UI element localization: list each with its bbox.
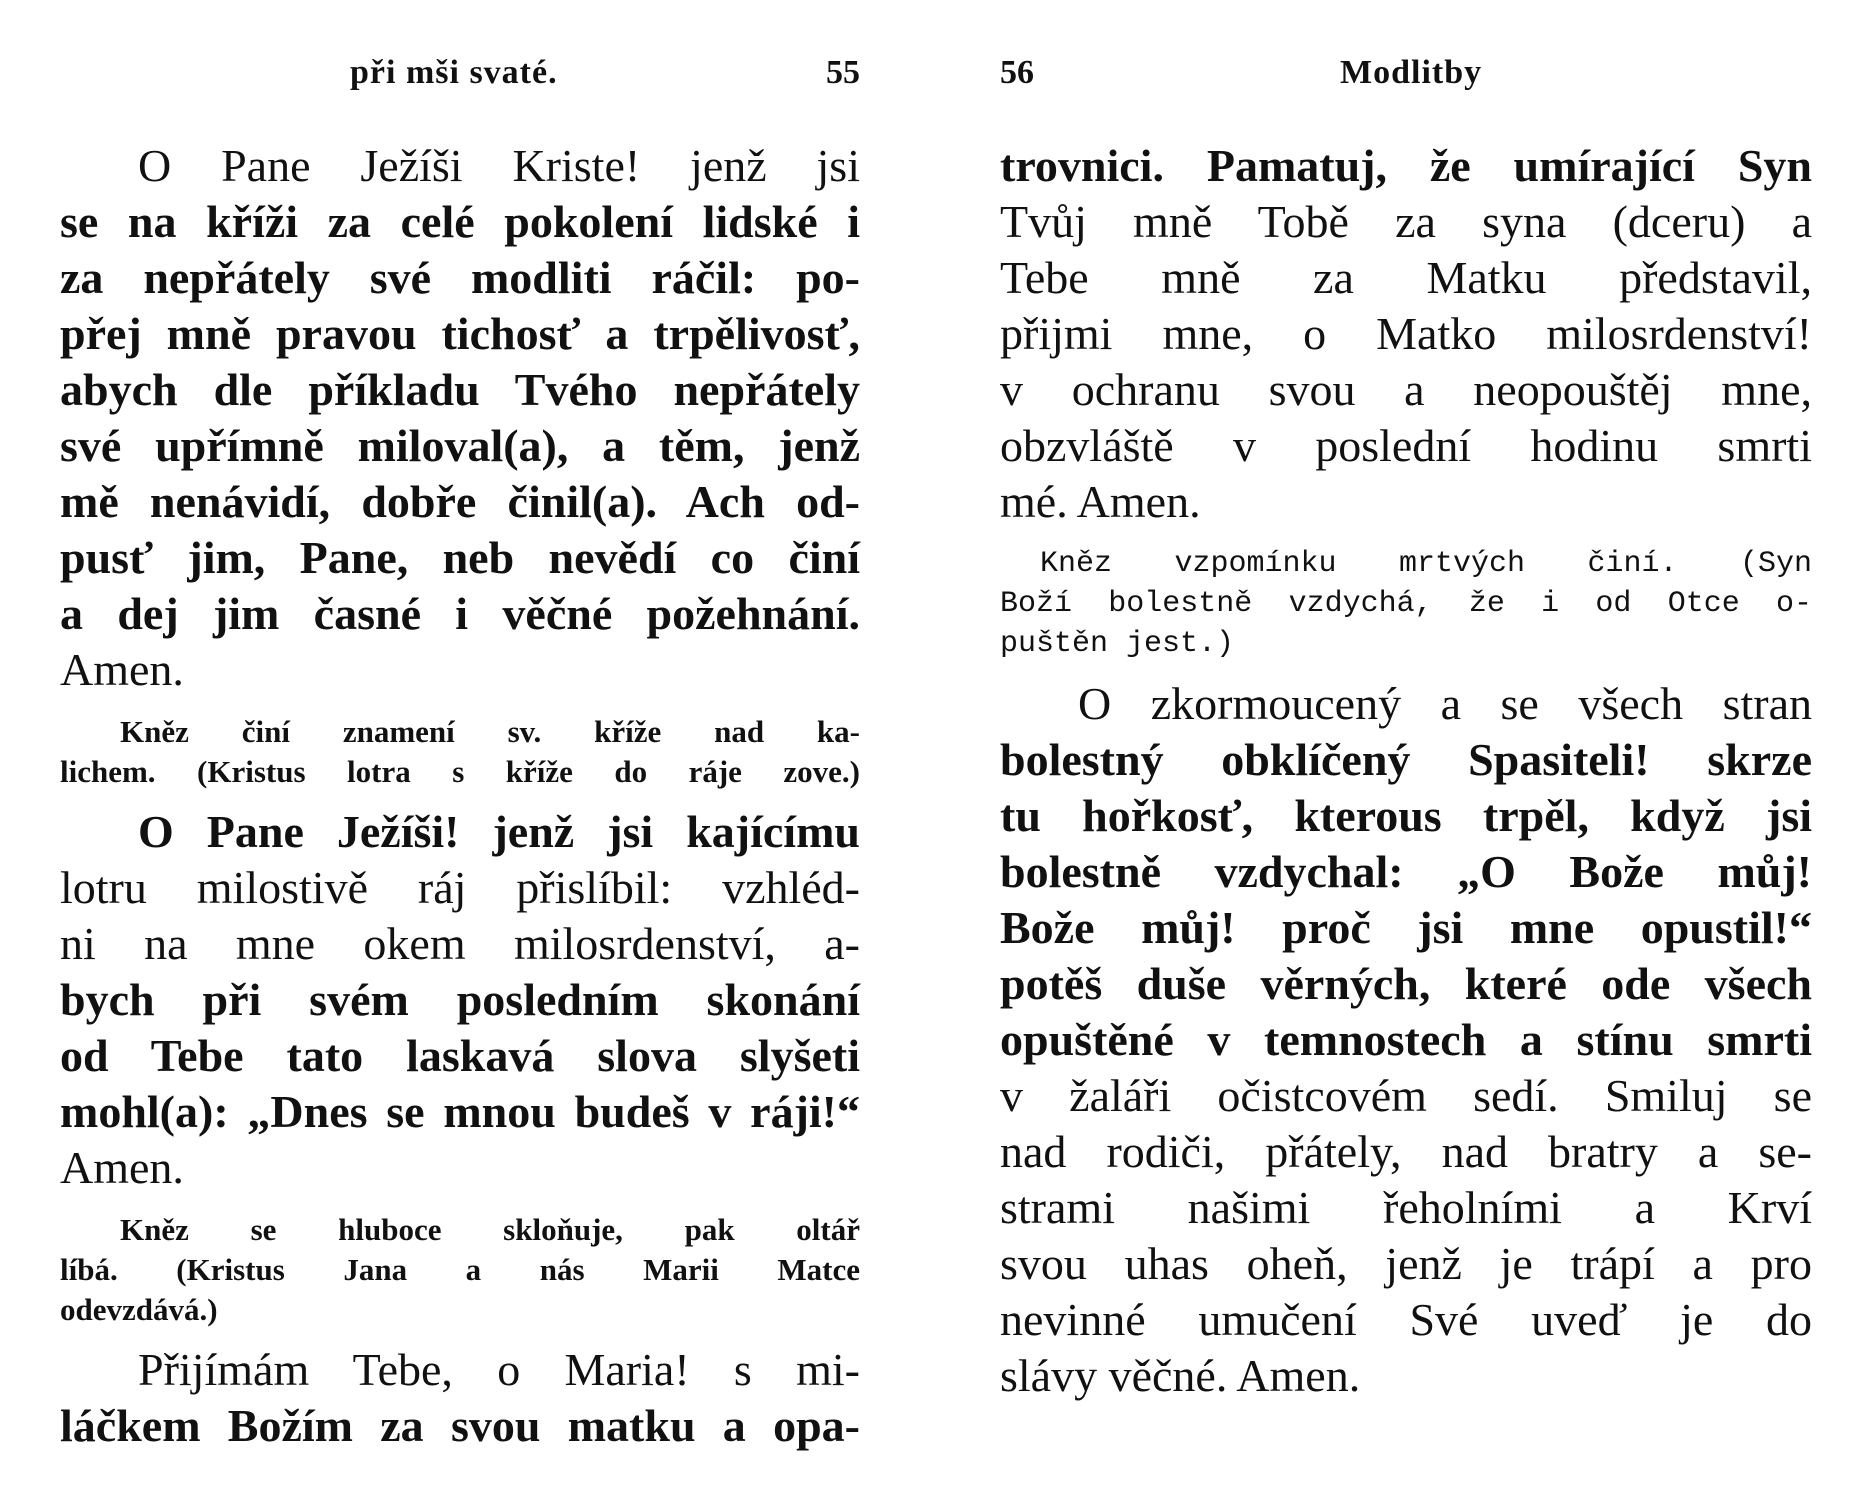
- prayer-block: [60, 804, 860, 1196]
- rubric-line: puštěn jest.): [1000, 627, 1235, 661]
- text-line: se na kříži za celé pokolení lidské i: [60, 196, 860, 247]
- text-line: mé. Amen.: [1000, 476, 1201, 527]
- text-line: potěš duše věrných, které ode všech: [1000, 958, 1812, 1009]
- prayer-block: [60, 138, 860, 698]
- text-line: obzvláště v poslední hodinu smrti: [1000, 420, 1812, 471]
- text-line: nevinné umučení Své uveď je do: [1000, 1294, 1812, 1345]
- text-line: svou uhas oheň, jenž je trápí a pro: [1000, 1238, 1812, 1289]
- text-line: Bože můj! proč jsi mne opustil!“: [1000, 902, 1812, 953]
- rubric-block: [1000, 544, 1812, 664]
- text-line: a dej jim časné i věčné požehnání.: [60, 588, 860, 639]
- text-line: Amen.: [60, 644, 184, 695]
- text-line: Tvůj mně Tobě za syna (dceru) a: [1000, 196, 1812, 247]
- text-line: nad rodiči, přátely, nad bratry a se-: [1000, 1126, 1812, 1177]
- right-running-title: Modlitby: [1340, 54, 1483, 91]
- text-line: strami našimi řeholními a Krví: [1000, 1182, 1812, 1233]
- rubric-line: líbá. (Kristus Jana a nás Marii Matce: [60, 1252, 860, 1287]
- prayer-block: [1000, 676, 1812, 1404]
- right-page-text: [1000, 138, 1812, 1404]
- text-line: láčkem Božím za svou matku a opa-: [60, 1400, 860, 1451]
- text-line: bolestně vzdychal: „O Bože můj!: [1000, 846, 1812, 897]
- text-line: Tebe mně za Matku představil,: [1000, 252, 1812, 303]
- left-running-title: při mši svaté.: [350, 54, 558, 91]
- right-page-number: 56: [1000, 54, 1034, 91]
- rubric-line: Kněz se hluboce skloňuje, pak oltář: [120, 1212, 860, 1247]
- text-line: slávy věčné. Amen.: [1000, 1350, 1361, 1401]
- text-line: pusť jim, Pane, neb nevědí co činí: [60, 532, 860, 583]
- text-line: mohl(a): „Dnes se mnou budeš v ráji!“: [60, 1086, 860, 1137]
- text-line: přej mně pravou tichosť a trpělivosť,: [60, 308, 860, 359]
- rubric-block: [60, 712, 860, 792]
- text-line: opuštěné v temnostech a stínu smrti: [1000, 1014, 1812, 1065]
- left-running-head: [60, 48, 860, 98]
- rubric-line: odevzdává.): [60, 1292, 218, 1327]
- text-line: O Pane Ježíši Kriste! jenž jsi: [138, 140, 860, 191]
- text-line: O zkormoucený a se všech stran: [1078, 678, 1812, 729]
- text-line: od Tebe tato laskavá slova slyšeti: [60, 1030, 860, 1081]
- text-line: tu hořkosť, kterous trpěl, když jsi: [1000, 790, 1812, 841]
- text-line: své upřímně miloval(a), a těm, jenž: [60, 420, 860, 471]
- rubric-line: Kněz činí znamení sv. kříže nad ka-: [120, 714, 860, 749]
- text-line: ni na mne okem milosrdenství, a-: [60, 918, 860, 969]
- prayer-block: [1000, 138, 1812, 530]
- text-line: v ochranu svou a neopouštěj mne,: [1000, 364, 1812, 415]
- text-line: O Pane Ježíši! jenž jsi kajícímu: [138, 806, 860, 857]
- text-line: přijmi mne, o Matko milosrdenství!: [1000, 308, 1812, 359]
- rubric-line: Kněz vzpomínku mrtvých činí. (Syn: [1040, 547, 1812, 581]
- left-page-number: 55: [826, 54, 860, 91]
- text-line: za nepřátely své modliti ráčil: po-: [60, 252, 860, 303]
- prayer-block: [60, 1342, 860, 1454]
- left-page-text: [60, 138, 860, 1454]
- rubric-block: [60, 1210, 860, 1330]
- right-running-head: [1000, 48, 1812, 98]
- text-line: abych dle příkladu Tvého nepřátely: [60, 364, 860, 415]
- text-line: Přijímám Tebe, o Maria! s mi-: [138, 1344, 860, 1395]
- text-line: mě nenávidí, dobře činil(a). Ach od-: [60, 476, 860, 527]
- text-line: lotru milostivě ráj přislíbil: vzhléd-: [60, 862, 860, 913]
- rubric-line: lichem. (Kristus lotra s kříže do ráje zove.): [60, 754, 860, 789]
- text-line: trovnici. Pamatuj, že umírající Syn: [1000, 140, 1812, 191]
- rubric-line: Boží bolestně vzdychá, že i od Otce o-: [1000, 587, 1812, 621]
- text-line: v žaláři očistcovém sedí. Smiluj se: [1000, 1070, 1812, 1121]
- text-line: bolestný obklíčený Spasiteli! skrze: [1000, 734, 1812, 785]
- text-line: Amen.: [60, 1142, 184, 1193]
- text-line: bych při svém posledním skonání: [60, 974, 860, 1025]
